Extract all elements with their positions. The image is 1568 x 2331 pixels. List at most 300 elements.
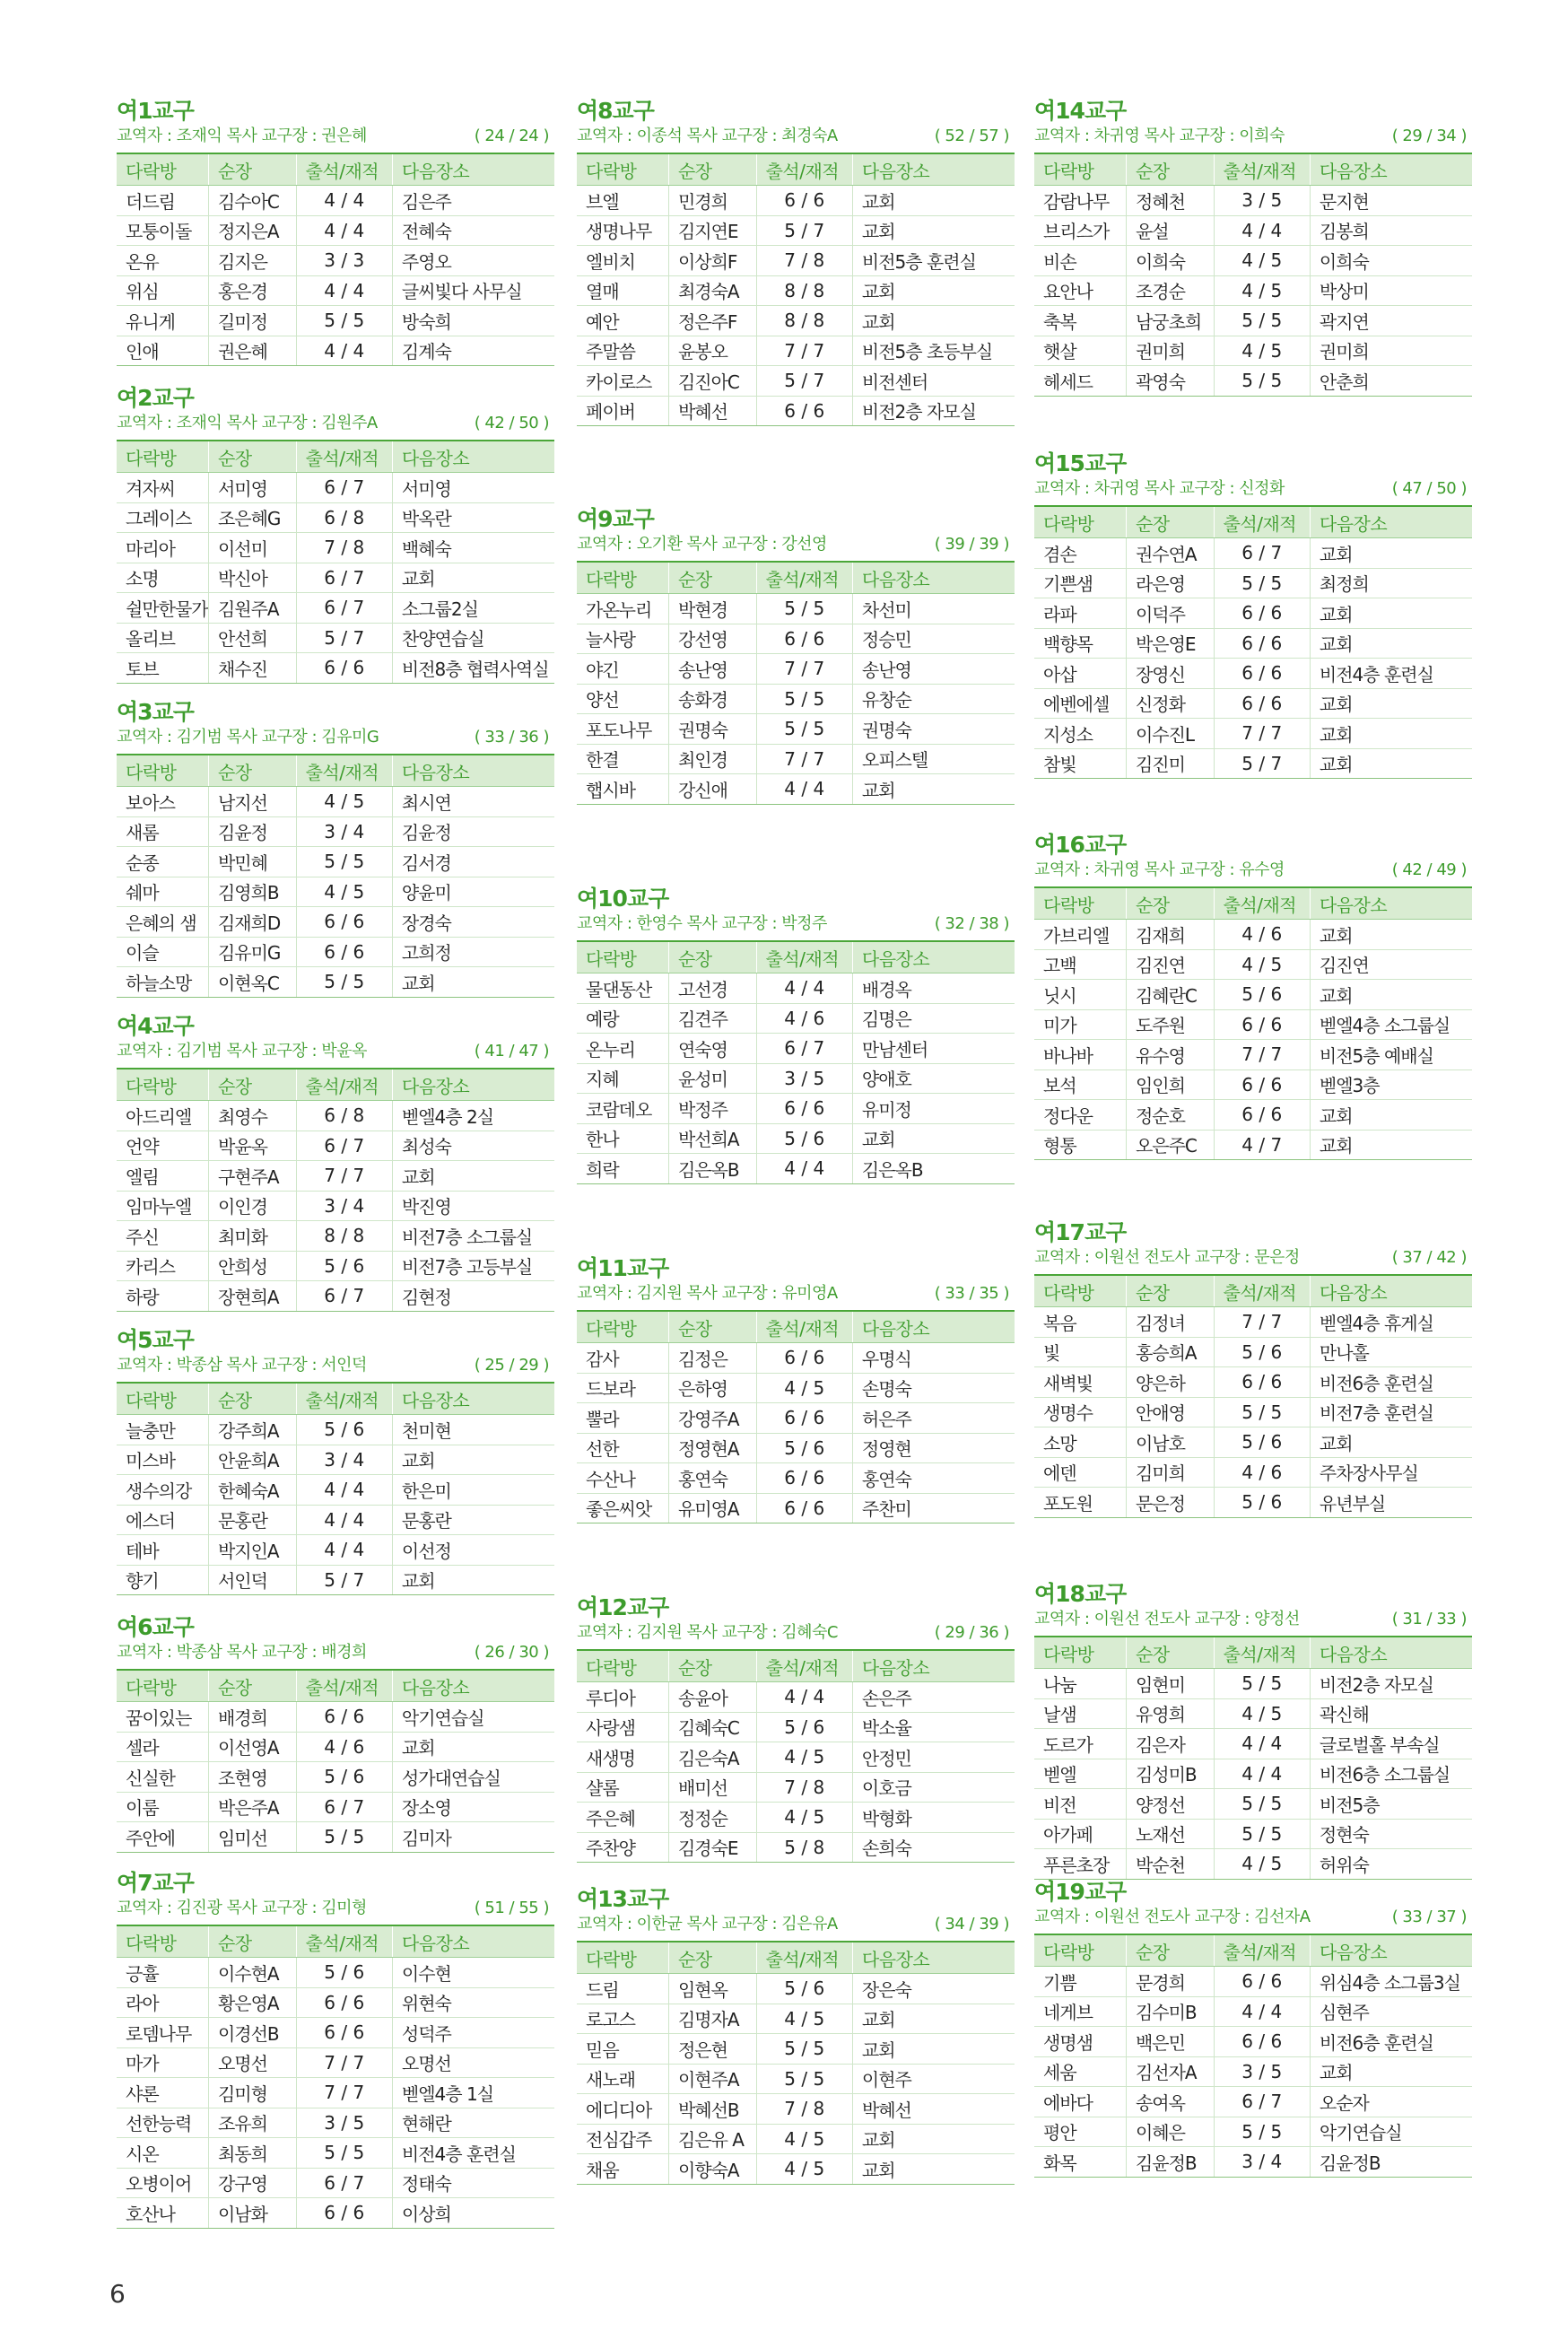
leader-header: 순장 <box>208 755 296 787</box>
room-name: 네게브 <box>1034 1996 1126 2027</box>
next-place: 박상미 <box>1310 275 1472 306</box>
next-place: 김계숙 <box>392 336 554 366</box>
leader-header: 순장 <box>1126 1275 1214 1307</box>
district-table <box>577 1649 1015 1863</box>
room-name: 하랑 <box>117 1281 208 1312</box>
leader-name: 길미정 <box>208 306 296 336</box>
attendance-ratio: ( 25 / 29 ) <box>474 1356 549 1375</box>
room-name: 수산나 <box>577 1463 668 1494</box>
room-name: 보아스 <box>117 787 208 817</box>
leader-name: 강영주A <box>668 1403 756 1434</box>
room-name: 햇살 <box>1034 336 1126 366</box>
table-row <box>117 533 554 563</box>
district-section <box>1034 1878 1472 2178</box>
leader-header: 순장 <box>668 562 756 594</box>
attendance: 6 / 6 <box>1214 628 1310 659</box>
table-row <box>117 306 554 336</box>
next-place: 교회 <box>392 967 554 998</box>
next-place: 성가대연습실 <box>392 1762 554 1793</box>
leader-name: 안희성 <box>208 1251 296 1281</box>
leader-name: 이남호 <box>1126 1427 1214 1458</box>
leader-name: 김진미 <box>1126 748 1214 779</box>
next-place: 교회 <box>852 1123 1015 1154</box>
attendance: 5 / 5 <box>296 306 392 336</box>
attendance: 4 / 5 <box>296 787 392 817</box>
next-place: 배경옥 <box>852 973 1015 1004</box>
room-name: 루디아 <box>577 1682 668 1713</box>
leader-name: 유영희 <box>1126 1698 1214 1729</box>
header-row <box>117 1670 554 1702</box>
next-place: 오명선 <box>392 2047 554 2078</box>
header-row <box>577 941 1015 973</box>
room-name: 은혜의 샘 <box>117 907 208 938</box>
district-info <box>117 126 554 147</box>
table-row <box>1034 246 1472 276</box>
room-name: 선한 <box>577 1433 668 1463</box>
table-row <box>117 877 554 907</box>
table-row <box>577 1373 1015 1403</box>
leader-name: 최인경 <box>668 744 756 774</box>
room-name: 늘충만 <box>117 1415 208 1445</box>
leader-name: 윤봉오 <box>668 336 756 366</box>
next-place: 박진영 <box>392 1191 554 1221</box>
table-row <box>577 1974 1015 2004</box>
attendance-header: 출석/재적 <box>296 1383 392 1415</box>
staff-info: 교역자 : 한영수 목사 교구장 : 박정주 <box>577 914 827 933</box>
table-row <box>577 1063 1015 1094</box>
table-row <box>117 937 554 967</box>
next-place: 정현숙 <box>1310 1819 1472 1849</box>
table-row <box>1034 1427 1472 1458</box>
next-place: 박소율 <box>852 1712 1015 1742</box>
next-place: 교회 <box>852 215 1015 246</box>
leader-name: 이혜은 <box>1126 2117 1214 2147</box>
leader-name: 권미희 <box>1126 336 1214 366</box>
room-header: 다락방 <box>1034 1275 1126 1307</box>
table-row <box>1034 920 1472 950</box>
next-place: 김은주 <box>392 186 554 216</box>
district-title: 여8교구 <box>577 98 654 124</box>
table-row <box>1034 1488 1472 1518</box>
leader-name: 홍승희A <box>1126 1337 1214 1367</box>
room-name: 햅시바 <box>577 774 668 805</box>
leader-name: 홍연숙 <box>668 1463 756 1494</box>
table-row <box>117 847 554 877</box>
table-row <box>577 1343 1015 1374</box>
leader-name: 최경숙A <box>668 275 756 306</box>
room-name: 엘림 <box>117 1161 208 1192</box>
attendance: 6 / 7 <box>296 1792 392 1822</box>
attendance: 8 / 8 <box>756 306 852 336</box>
table-row <box>117 502 554 533</box>
attendance: 4 / 5 <box>1214 246 1310 276</box>
leader-name: 김유미G <box>208 937 296 967</box>
leader-name: 김미형 <box>208 2078 296 2108</box>
leader-name: 김견주 <box>668 1003 756 1034</box>
attendance: 5 / 5 <box>756 594 852 624</box>
leader-name: 남지선 <box>208 787 296 817</box>
attendance: 6 / 6 <box>756 396 852 426</box>
district-info <box>117 1041 554 1062</box>
attendance: 3 / 4 <box>296 1191 392 1221</box>
district-title: 여17교구 <box>1034 1219 1127 1245</box>
table-row <box>117 1958 554 1988</box>
attendance-ratio: ( 29 / 36 ) <box>934 1623 1009 1642</box>
table-row <box>1034 2117 1472 2147</box>
room-name: 뿔라 <box>577 1403 668 1434</box>
next-place: 오순자 <box>1310 2087 1472 2117</box>
next-place: 송난영 <box>852 654 1015 685</box>
next-place: 교회 <box>1310 688 1472 719</box>
next-place: 글씨빛다 사무실 <box>392 275 554 306</box>
attendance: 4 / 5 <box>296 877 392 907</box>
attendance: 5 / 8 <box>756 1832 852 1863</box>
room-name: 임마누엘 <box>117 1191 208 1221</box>
leader-name: 박신아 <box>208 563 296 593</box>
next-place-header: 다음장소 <box>852 1650 1015 1682</box>
next-place: 비전센터 <box>852 366 1015 397</box>
attendance-header: 출석/재적 <box>756 1650 852 1682</box>
room-name: 채움 <box>577 2154 668 2185</box>
attendance-header: 출석/재적 <box>1214 887 1310 920</box>
room-name: 도르가 <box>1034 1729 1126 1759</box>
room-name: 호산나 <box>117 2198 208 2229</box>
room-name: 온누리 <box>577 1034 668 1064</box>
leader-name: 송윤아 <box>668 1682 756 1713</box>
room-name: 감람나무 <box>1034 186 1126 216</box>
staff-info: 교역자 : 차귀영 목사 교구장 : 유수영 <box>1034 860 1285 879</box>
attendance: 6 / 6 <box>1214 2027 1310 2057</box>
next-place: 오피스텔 <box>852 744 1015 774</box>
leader-name: 송여옥 <box>1126 2087 1214 2117</box>
leader-name: 정혜천 <box>1126 186 1214 216</box>
next-place-header: 다음장소 <box>852 562 1015 594</box>
table-row <box>1034 186 1472 216</box>
district-title: 여13교구 <box>577 1886 669 1912</box>
district-info <box>1034 860 1472 881</box>
table-row <box>117 2078 554 2108</box>
next-place-header: 다음장소 <box>392 1670 554 1702</box>
room-name: 빛 <box>1034 1337 1126 1367</box>
room-name: 감사 <box>577 1343 668 1374</box>
staff-info: 교역자 : 차귀영 목사 교구장 : 이희숙 <box>1034 127 1285 145</box>
next-place: 양애호 <box>852 1063 1015 1094</box>
table-row <box>1034 2056 1472 2087</box>
table-row <box>117 2108 554 2138</box>
table-row <box>577 1433 1015 1463</box>
room-name: 에스더 <box>117 1505 208 1535</box>
leader-name: 박은영E <box>1126 628 1214 659</box>
table-row <box>1034 1130 1472 1160</box>
room-name: 카리스 <box>117 1251 208 1281</box>
district-title: 여9교구 <box>577 506 654 532</box>
next-place: 비전5층 초등부실 <box>852 336 1015 366</box>
district-title: 여2교구 <box>117 385 194 411</box>
attendance: 5 / 6 <box>756 1974 852 2004</box>
next-place: 이상희 <box>392 2198 554 2229</box>
attendance: 5 / 6 <box>296 1251 392 1281</box>
leader-name: 이경선B <box>208 2018 296 2048</box>
attendance: 6 / 6 <box>296 1702 392 1733</box>
table-row <box>1034 1307 1472 1338</box>
leader-name: 김지은 <box>208 246 296 276</box>
leader-name: 백은민 <box>1126 2027 1214 2057</box>
room-name: 정다운 <box>1034 1100 1126 1131</box>
staff-info: 교역자 : 조재익 목사 교구장 : 권은혜 <box>117 127 367 145</box>
room-name: 비전 <box>1034 1789 1126 1820</box>
district-title: 여11교구 <box>577 1255 669 1281</box>
district-table <box>117 1382 554 1595</box>
room-name: 그레이스 <box>117 502 208 533</box>
district-table <box>117 153 554 366</box>
leader-header: 순장 <box>208 441 296 473</box>
table-row <box>117 1445 554 1475</box>
district-info <box>1034 1907 1472 1928</box>
room-header: 다락방 <box>1034 506 1126 538</box>
district-section <box>577 97 1015 426</box>
room-name: 셀라 <box>117 1732 208 1762</box>
next-place: 비전2층 자모실 <box>1310 1669 1472 1699</box>
district-title: 여15교구 <box>1034 450 1127 476</box>
next-place: 비전8층 협력사역실 <box>392 653 554 684</box>
attendance: 4 / 4 <box>756 1682 852 1713</box>
leader-name: 이수진L <box>1126 719 1214 749</box>
leader-name: 유미영A <box>668 1493 756 1523</box>
table-row <box>577 2064 1015 2094</box>
attendance: 4 / 5 <box>756 2154 852 2185</box>
table-row <box>577 1003 1015 1034</box>
table-row <box>1034 1040 1472 1070</box>
staff-info: 교역자 : 차귀영 목사 교구장 : 신정화 <box>1034 479 1285 498</box>
room-name: 예랑 <box>577 1003 668 1034</box>
room-name: 언약 <box>117 1131 208 1161</box>
table-row <box>117 653 554 684</box>
leader-name: 김성미B <box>1126 1759 1214 1789</box>
table-row <box>1034 980 1472 1010</box>
header-row <box>1034 1934 1472 1967</box>
table-row <box>577 366 1015 397</box>
next-place: 이수현 <box>392 1958 554 1988</box>
room-name: 아삽 <box>1034 659 1126 689</box>
attendance: 7 / 7 <box>1214 1307 1310 1338</box>
table-row <box>1034 628 1472 659</box>
district-section <box>117 1012 554 1312</box>
staff-info: 교역자 : 이한균 목사 교구장 : 김은유A <box>577 1915 838 1934</box>
next-place: 유창순 <box>852 684 1015 714</box>
attendance: 7 / 7 <box>296 2078 392 2108</box>
leader-name: 김재희D <box>208 907 296 938</box>
leader-name: 김은숙A <box>668 1742 756 1773</box>
attendance: 6 / 6 <box>756 186 852 216</box>
room-name: 위심 <box>117 275 208 306</box>
next-place-header: 다음장소 <box>1310 153 1472 186</box>
attendance: 5 / 5 <box>1214 306 1310 336</box>
table-row <box>117 1221 554 1252</box>
attendance: 7 / 8 <box>756 246 852 276</box>
leader-name: 이인경 <box>208 1191 296 1221</box>
next-place: 정영현 <box>852 1433 1015 1463</box>
district-info <box>1034 1609 1472 1630</box>
room-name: 날샘 <box>1034 1698 1126 1729</box>
room-name: 브엘 <box>577 186 668 216</box>
next-place: 장경숙 <box>392 907 554 938</box>
leader-name: 서미영 <box>208 473 296 503</box>
next-place-header: 다음장소 <box>1310 1934 1472 1967</box>
attendance: 5 / 5 <box>1214 366 1310 397</box>
district-section <box>117 97 554 366</box>
attendance: 6 / 6 <box>296 653 392 684</box>
district-section <box>1034 1218 1472 1518</box>
attendance: 5 / 6 <box>756 1712 852 1742</box>
attendance: 6 / 6 <box>756 1463 852 1494</box>
table-row <box>117 816 554 847</box>
next-place: 교회 <box>392 563 554 593</box>
next-place: 비전6층 훈련실 <box>1310 2027 1472 2057</box>
leader-name: 박민혜 <box>208 847 296 877</box>
room-name: 소명 <box>117 563 208 593</box>
room-name: 아드리엘 <box>117 1101 208 1131</box>
room-header: 다락방 <box>117 755 208 787</box>
leader-name: 조현영 <box>208 1762 296 1793</box>
district-section <box>577 1593 1015 1863</box>
district-table <box>577 940 1015 1184</box>
next-place: 천미현 <box>392 1415 554 1445</box>
attendance-header: 출석/재적 <box>296 153 392 186</box>
next-place: 비전7층 소그룹실 <box>392 1221 554 1252</box>
table-row <box>1034 1759 1472 1789</box>
attendance: 6 / 7 <box>296 593 392 624</box>
leader-name: 황은영A <box>208 1987 296 2018</box>
room-name: 가온누리 <box>577 594 668 624</box>
district-table <box>117 1669 554 1853</box>
attendance: 4 / 5 <box>1214 275 1310 306</box>
next-place: 교회 <box>852 186 1015 216</box>
next-place: 비전6층 훈련실 <box>1310 1367 1472 1398</box>
leader-name: 강신애 <box>668 774 756 805</box>
room-name: 생명나무 <box>577 215 668 246</box>
table-row <box>1034 1698 1472 1729</box>
table-row <box>1034 1849 1472 1880</box>
next-place: 이희숙 <box>1310 246 1472 276</box>
table-row <box>117 2198 554 2229</box>
attendance: 3 / 5 <box>296 2108 392 2138</box>
leader-name: 권명숙 <box>668 714 756 745</box>
attendance: 4 / 6 <box>1214 920 1310 950</box>
table-row <box>577 1712 1015 1742</box>
leader-name: 이선미 <box>208 533 296 563</box>
next-place: 허은주 <box>852 1403 1015 1434</box>
table-row <box>117 1702 554 1733</box>
room-name: 오병이어 <box>117 2168 208 2198</box>
attendance: 4 / 4 <box>756 1154 852 1184</box>
room-name: 소망 <box>1034 1427 1126 1458</box>
next-place-header: 다음장소 <box>392 1925 554 1958</box>
table-row <box>577 1034 1015 1064</box>
next-place: 유년부실 <box>1310 1488 1472 1518</box>
next-place: 서미영 <box>392 473 554 503</box>
attendance: 6 / 6 <box>756 1094 852 1124</box>
room-header: 다락방 <box>577 1311 668 1343</box>
attendance: 7 / 7 <box>756 336 852 366</box>
attendance: 6 / 7 <box>296 1281 392 1312</box>
leader-header: 순장 <box>208 153 296 186</box>
table-row <box>117 2047 554 2078</box>
district-title: 여3교구 <box>117 699 194 725</box>
leader-name: 은하영 <box>668 1373 756 1403</box>
table-row <box>117 907 554 938</box>
next-place: 곽지연 <box>1310 306 1472 336</box>
attendance-ratio: ( 52 / 57 ) <box>934 127 1009 145</box>
district-title: 여18교구 <box>1034 1581 1127 1607</box>
district-table <box>117 754 554 998</box>
leader-name: 이덕주 <box>1126 598 1214 629</box>
district-info <box>577 913 1015 935</box>
attendance-header: 출석/재적 <box>296 1925 392 1958</box>
table-row <box>577 1772 1015 1803</box>
leader-name: 양정선 <box>1126 1789 1214 1820</box>
leader-name: 김혜란C <box>1126 980 1214 1010</box>
attendance: 5 / 6 <box>1214 980 1310 1010</box>
leader-name: 최동희 <box>208 2138 296 2169</box>
room-name: 가브리엘 <box>1034 920 1126 950</box>
attendance: 6 / 6 <box>296 2018 392 2048</box>
next-place: 손희숙 <box>852 1832 1015 1863</box>
table-row <box>117 1792 554 1822</box>
district-section <box>577 885 1015 1184</box>
leader-name: 신정화 <box>1126 688 1214 719</box>
attendance-header: 출석/재적 <box>756 562 852 594</box>
district-table <box>577 153 1015 426</box>
room-name: 라파 <box>1034 598 1126 629</box>
attendance: 5 / 5 <box>756 2034 852 2065</box>
attendance: 5 / 6 <box>756 1433 852 1463</box>
header-row <box>1034 506 1472 538</box>
attendance: 4 / 7 <box>1214 1130 1310 1160</box>
table-row <box>577 215 1015 246</box>
table-row <box>1034 1729 1472 1759</box>
next-place: 교회 <box>1310 719 1472 749</box>
next-place: 교회 <box>1310 1427 1472 1458</box>
attendance: 5 / 6 <box>296 1958 392 1988</box>
table-row <box>1034 2147 1472 2178</box>
next-place: 김윤정B <box>1310 2147 1472 2178</box>
leader-header: 순장 <box>668 153 756 186</box>
room-name: 브리스가 <box>1034 215 1126 246</box>
room-header: 다락방 <box>577 562 668 594</box>
room-name: 페이버 <box>577 396 668 426</box>
staff-info: 교역자 : 이원선 전도사 교구장 : 문은정 <box>1034 1248 1300 1267</box>
header-row <box>1034 153 1472 186</box>
next-place: 벧엘4층 1실 <box>392 2078 554 2108</box>
room-header: 다락방 <box>117 1069 208 1101</box>
attendance-header: 출석/재적 <box>1214 506 1310 538</box>
district-section <box>1034 450 1472 779</box>
table-row <box>117 186 554 216</box>
room-name: 화목 <box>1034 2147 1126 2178</box>
leader-name: 정은주F <box>668 306 756 336</box>
table-row <box>577 1832 1015 1863</box>
staff-info: 교역자 : 김기범 목사 교구장 : 박윤옥 <box>117 1042 367 1061</box>
room-name: 비손 <box>1034 246 1126 276</box>
next-place: 찬양연습실 <box>392 623 554 653</box>
attendance-header: 출석/재적 <box>1214 1637 1310 1669</box>
leader-header: 순장 <box>1126 1637 1214 1669</box>
room-name: 주찬양 <box>577 1832 668 1863</box>
room-name: 형통 <box>1034 1130 1126 1160</box>
table-row <box>117 275 554 306</box>
leader-name: 박정주 <box>668 1094 756 1124</box>
leader-name: 윤성미 <box>668 1063 756 1094</box>
